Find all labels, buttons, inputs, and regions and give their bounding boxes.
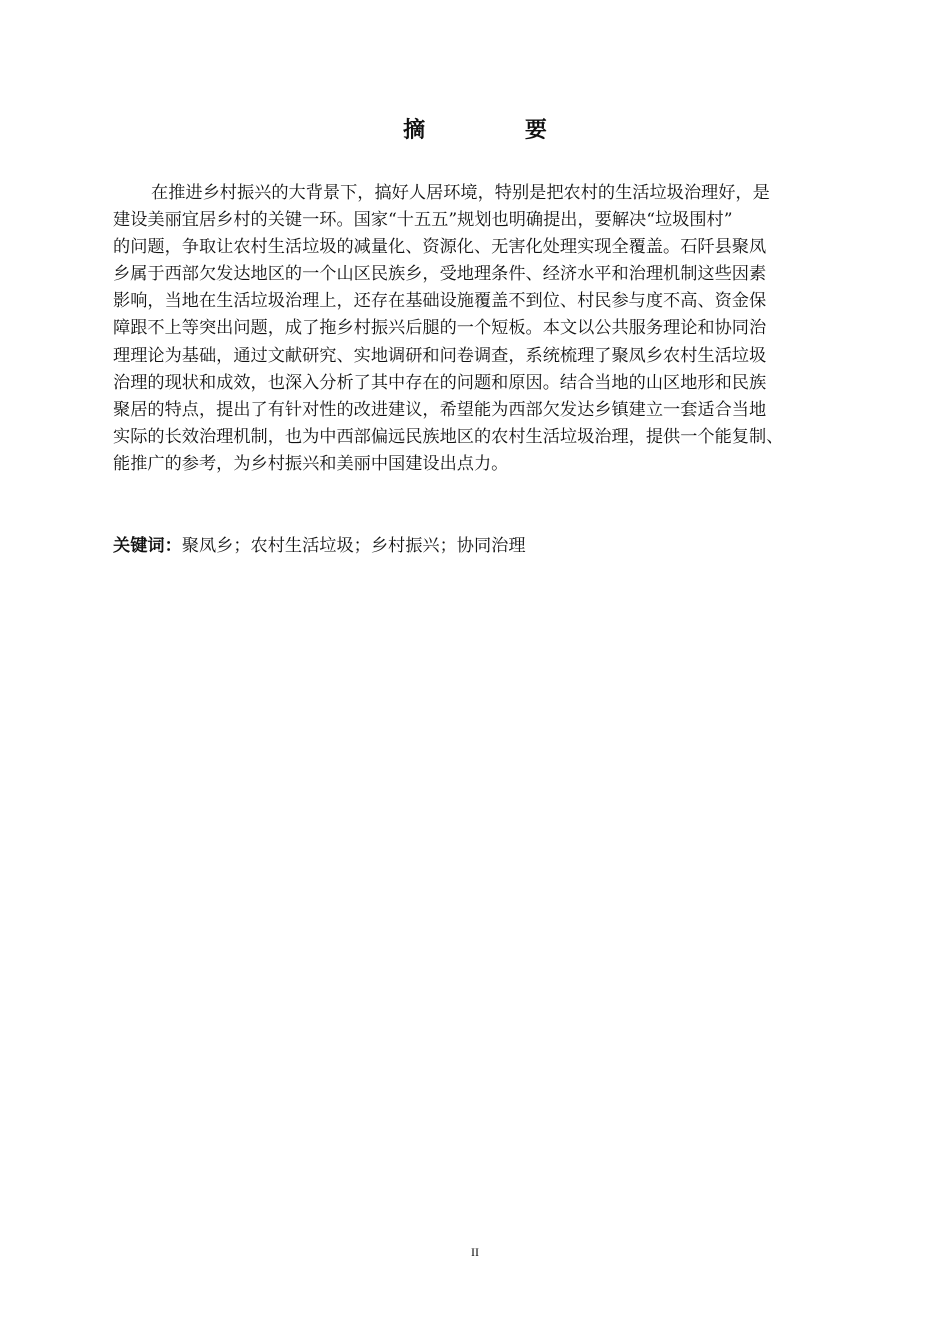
- abstract-line: 影响，当地在生活垃圾治理上，还存在基础设施覆盖不到位、村民参与度不高、资金保: [113, 291, 767, 312]
- abstract-line: 乡属于西部欠发达地区的一个山区民族乡，受地理条件、经济水平和治理机制这些因素: [113, 264, 767, 285]
- abstract-line: 实际的长效治理机制，也为中西部偏远民族地区的农村生活垃圾治理，提供一个能复制、: [113, 426, 784, 447]
- keywords-label: 关键词：: [113, 536, 182, 556]
- abstract-line: 理理论为基础，通过文献研究、实地调研和问卷调查，系统梳理了聚凤乡农村生活垃圾: [113, 345, 767, 366]
- abstract-body: [113, 180, 866, 478]
- abstract-line: 治理的现状和成效，也深入分析了其中存在的问题和原因。结合当地的山区地形和民族: [113, 372, 767, 393]
- keywords-line: [113, 533, 526, 560]
- page-number: II: [471, 1245, 479, 1259]
- abstract-line: 在推进乡村振兴的大背景下，搞好人居环境，特别是把农村的生活垃圾治理好，是: [151, 183, 770, 203]
- abstract-line: 聚居的特点，提出了有针对性的改进建议，希望能为西部欠发达乡镇建立一套适合当地: [113, 399, 767, 420]
- abstract-line: 的问题，争取让农村生活垃圾的减量化、资源化、无害化处理实现全覆盖。石阡县聚凤: [113, 237, 767, 258]
- abstract-title: 摘 要: [403, 118, 593, 143]
- keywords-text: 聚凤乡；农村生活垃圾；乡村振兴；协同治理: [181, 536, 526, 556]
- abstract-line: 障跟不上等突出问题，成了拖乡村振兴后腿的一个短板。本文以公共服务理论和协同治: [113, 318, 767, 339]
- abstract-line: 建设美丽宜居乡村的关键一环。国家“十五五”规划也明确提出，要解决“垃圾围村”: [113, 210, 733, 231]
- abstract-line: 能推广的参考，为乡村振兴和美丽中国建设出点力。: [113, 453, 509, 474]
